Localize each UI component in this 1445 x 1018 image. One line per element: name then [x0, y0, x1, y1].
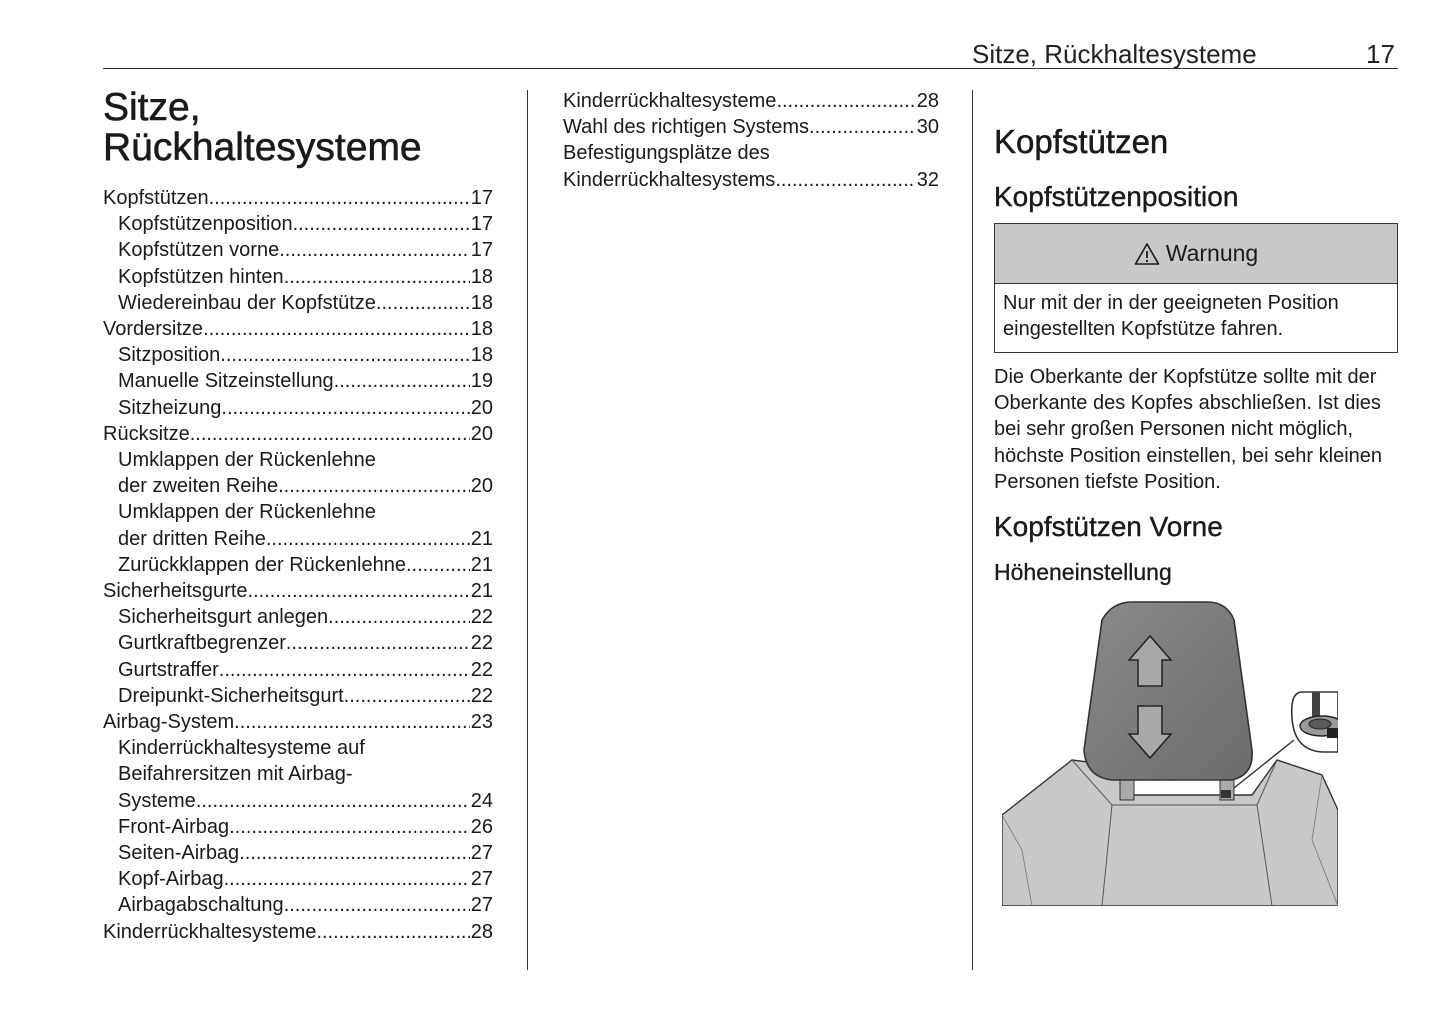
toc-entry-page: 21: [470, 580, 493, 603]
toc-entry[interactable]: [103, 630, 493, 656]
toc-entry-page: 18: [470, 265, 493, 288]
toc-entry[interactable]: [103, 919, 493, 945]
toc-entry-page: 28: [916, 90, 939, 112]
toc-leader-dots: [776, 88, 915, 114]
body-paragraph: Die Oberkante der Kopfstütze sollte mit der Oberkante des Kopfes abschließen. Ist dies bei sehr großen Personen nicht möglich, höchste Position einstellen, bei sehr kleinen Personen tiefste Position.: [994, 366, 1383, 493]
toc-entry-page: 17: [470, 213, 493, 236]
toc-entry[interactable]: [563, 88, 939, 114]
toc-entry-page: 27: [470, 894, 493, 917]
warning-text: Nur mit der in der geeigneten Position eingestellten Kopfstütze fahren.: [1003, 292, 1339, 340]
toc-entry[interactable]: [103, 709, 493, 735]
toc-entry-label: Kopfstützen: [103, 187, 209, 209]
toc-entry[interactable]: [563, 114, 939, 140]
toc-entry-label: Dreipunkt-Sicherheitsgurt: [118, 684, 344, 707]
toc-entry-page: 21: [470, 527, 493, 550]
toc-entry[interactable]: [103, 368, 493, 394]
toc-entry-label: Rücksitze: [103, 422, 190, 445]
toc-entry[interactable]: [103, 473, 493, 499]
toc-entry[interactable]: [103, 421, 493, 447]
toc-leader-dots: [293, 211, 470, 237]
toc-leader-dots: [234, 709, 470, 735]
toc-entry-page: 24: [470, 789, 493, 812]
toc-leader-dots: [406, 552, 470, 578]
toc-entry-label: Systeme: [118, 789, 196, 812]
toc-entry[interactable]: [103, 892, 493, 918]
toc-entry-label: Umklappen der Rückenlehne: [118, 501, 376, 524]
toc-entry-page: 20: [470, 422, 493, 445]
headrest-illustration: [1002, 600, 1338, 906]
subsection-heading-front: Kopfstützen Vorne: [994, 511, 1223, 542]
toc-entry-label: Wiedereinbau der Kopfstütze: [118, 291, 376, 314]
toc-entry-label: der dritten Reihe: [118, 527, 266, 550]
toc-middle-column: [563, 88, 939, 193]
toc-entry-page: 32: [916, 168, 939, 191]
toc-entry-label: Front-Airbag: [118, 815, 230, 838]
toc-entry-label: Airbag-System: [103, 711, 235, 734]
toc-leader-dots: [209, 185, 470, 211]
warning-box: [994, 223, 1398, 353]
toc-leader-dots: [196, 788, 470, 814]
toc-leader-dots: [278, 473, 470, 499]
toc-leader-dots: [248, 578, 470, 604]
toc-entry-page: 19: [470, 370, 493, 393]
toc-leader-dots: [203, 316, 470, 342]
toc-entry[interactable]: [103, 316, 493, 342]
toc-leader-dots: [344, 683, 470, 709]
toc-entry[interactable]: [103, 499, 493, 525]
toc-entry[interactable]: [103, 526, 493, 552]
toc-entry-page: 22: [470, 684, 493, 707]
toc-leader-dots: [284, 264, 470, 290]
toc-leader-dots: [284, 892, 470, 918]
toc-leader-dots: [266, 526, 470, 552]
toc-entry-label: Kinderrückhaltesystems: [563, 168, 776, 191]
toc-entry-label: Airbagabschaltung: [118, 894, 284, 917]
toc-entry-page: 26: [470, 815, 493, 838]
toc-leader-dots: [775, 167, 915, 193]
toc-entry-label: Manuelle Sitzeinstellung: [118, 370, 334, 393]
toc-leader-dots: [376, 290, 470, 316]
toc-entry-page: 28: [470, 920, 493, 943]
toc-entry-page: 27: [470, 842, 493, 865]
toc-entry[interactable]: [103, 264, 493, 290]
toc-entry-label: Gurtkraftbegrenzer: [118, 632, 286, 655]
toc-entry-page: 20: [470, 396, 493, 419]
toc-entry-label: Sitzheizung: [118, 396, 222, 419]
subsection-heading-position: Kopfstützenposition: [994, 181, 1239, 212]
toc-entry-page: 17: [470, 187, 493, 209]
warning-title: Warnung: [1165, 240, 1259, 266]
toc-leader-dots: [239, 840, 470, 866]
toc-entry-label: Sicherheitsgurt anlegen: [118, 606, 329, 629]
toc-entry-page: 27: [470, 868, 493, 891]
toc-entry-label: Seiten-Airbag: [118, 842, 240, 865]
toc-entry[interactable]: [103, 211, 493, 237]
toc-entry-page: 18: [470, 318, 493, 341]
toc-entry-label: Sitzposition: [118, 344, 221, 367]
page-number: 17: [1366, 39, 1395, 69]
toc-entry-page: 22: [470, 658, 493, 681]
toc-entry[interactable]: [103, 185, 493, 211]
subsubsection-heading-height: Höheneinstellung: [994, 559, 1172, 585]
toc-entry[interactable]: [103, 578, 493, 604]
toc-entry[interactable]: [563, 167, 939, 193]
toc-entry[interactable]: [103, 237, 493, 263]
toc-entry-page: 22: [470, 632, 493, 655]
toc-entry-label: Befestigungsplätze des: [563, 142, 770, 165]
toc-entry-page: 30: [916, 116, 939, 139]
toc-left-column: [103, 185, 493, 945]
toc-entry-label: Kopf-Airbag: [118, 868, 224, 891]
running-title: Sitze, Rückhaltesysteme: [972, 39, 1257, 69]
toc-entry[interactable]: [103, 683, 493, 709]
toc-leader-dots: [224, 866, 470, 892]
toc-entry-label: Wahl des richtigen Systems: [563, 116, 810, 139]
toc-entry-label: Beifahrersitzen mit Airbag-: [118, 763, 353, 786]
toc-entry-page: 23: [470, 711, 493, 734]
toc-entry[interactable]: [103, 447, 493, 473]
toc-entry[interactable]: [103, 604, 493, 630]
toc-entry-label: Kopfstützenposition: [118, 213, 293, 236]
chapter-title: Sitze, Rückhaltesysteme: [103, 86, 422, 169]
toc-leader-dots: [221, 395, 469, 421]
warning-triangle-icon: [1134, 242, 1160, 266]
toc-leader-dots: [220, 342, 469, 368]
toc-leader-dots: [229, 814, 470, 840]
toc-leader-dots: [809, 114, 916, 140]
toc-entry[interactable]: [103, 788, 493, 814]
toc-entry-label: Umklappen der Rückenlehne: [118, 449, 376, 472]
toc-entry[interactable]: [103, 840, 493, 866]
toc-entry-label: Kinderrückhaltesysteme auf: [118, 737, 365, 760]
toc-entry[interactable]: [103, 866, 493, 892]
toc-entry-label: Kinderrückhaltesysteme: [103, 920, 317, 943]
toc-leader-dots: [328, 604, 470, 630]
warning-header: [995, 224, 1397, 284]
toc-entry-label: Sicherheitsgurte: [103, 580, 248, 603]
toc-entry-page: 17: [470, 239, 493, 262]
toc-entry-page: 20: [470, 475, 493, 498]
toc-entry-label: Vordersitze: [103, 318, 204, 341]
column-divider-1: [527, 90, 528, 970]
toc-entry[interactable]: [103, 814, 493, 840]
toc-entry-label: Zurückklappen der Rückenlehne: [118, 553, 406, 576]
toc-entry-page: 21: [470, 553, 493, 576]
toc-leader-dots: [286, 630, 470, 656]
toc-entry[interactable]: [103, 761, 493, 787]
toc-leader-dots: [279, 237, 470, 263]
toc-leader-dots: [334, 368, 470, 394]
toc-entry[interactable]: [103, 552, 493, 578]
toc-entry-label: Kopfstützen vorne: [118, 239, 280, 262]
section-heading: Kopfstützen: [994, 123, 1169, 160]
toc-leader-dots: [190, 421, 470, 447]
toc-entry-label: Kinderrückhaltesysteme: [563, 90, 777, 112]
toc-leader-dots: [219, 657, 470, 683]
toc-entry-page: 18: [470, 344, 493, 367]
toc-entry-label: Gurtstraffer: [118, 658, 219, 681]
column-divider-2: [972, 90, 973, 970]
toc-entry[interactable]: [103, 342, 493, 368]
toc-entry-page: 22: [470, 606, 493, 629]
toc-entry-label: Kopfstützen hinten: [118, 265, 284, 288]
toc-entry[interactable]: [103, 290, 493, 316]
toc-entry[interactable]: [103, 735, 493, 761]
toc-entry[interactable]: [103, 657, 493, 683]
toc-entry-label: der zweiten Reihe: [118, 475, 279, 498]
toc-entry-page: 18: [470, 291, 493, 314]
toc-entry[interactable]: [563, 140, 939, 166]
toc-entry[interactable]: [103, 395, 493, 421]
toc-leader-dots: [316, 919, 469, 945]
